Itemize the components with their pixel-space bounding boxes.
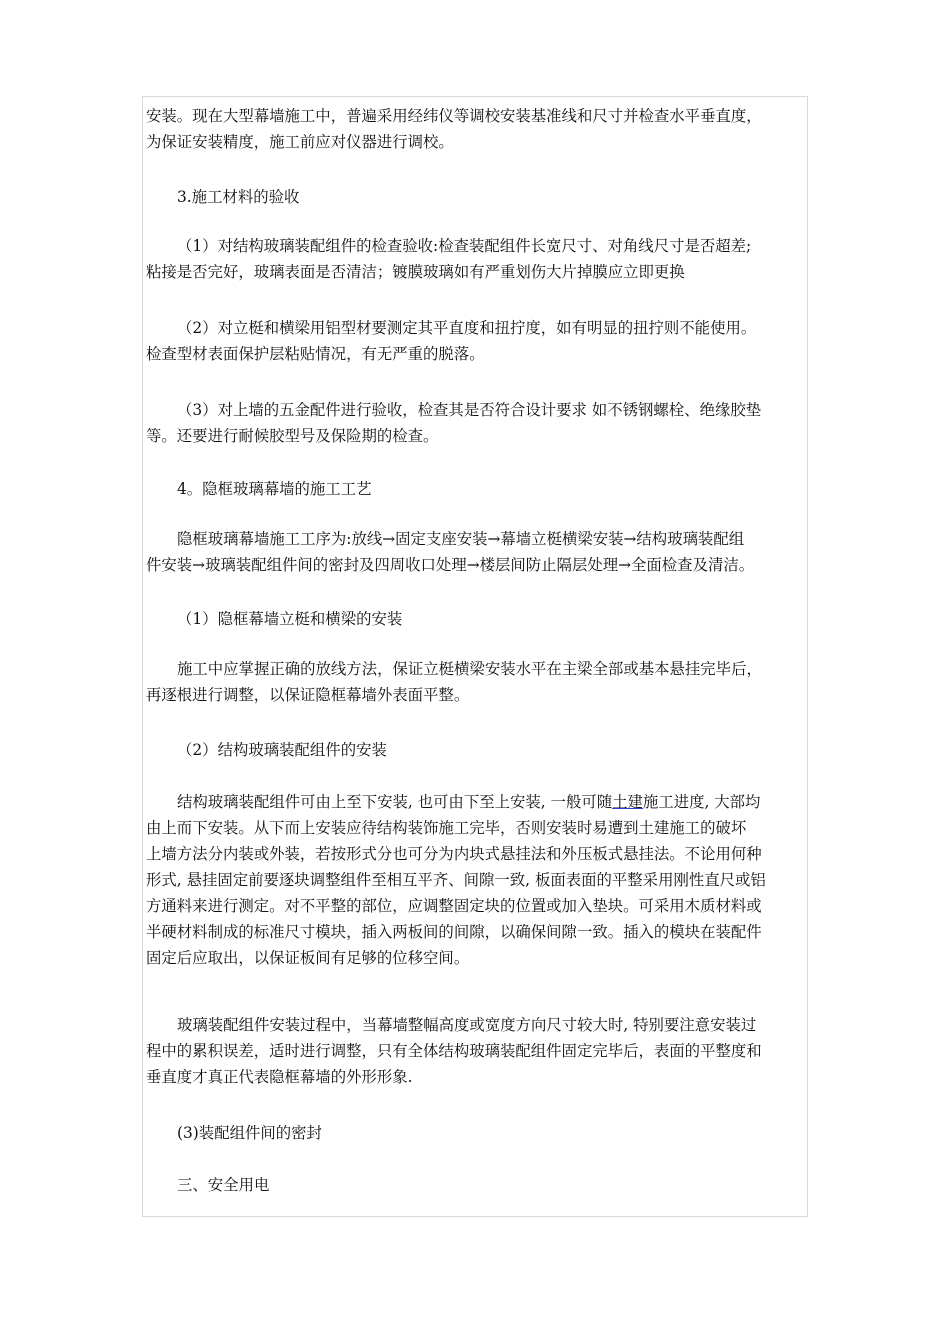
text-line: 形式, 悬挂固定前要逐块调整组件至相互平齐、间隙一致, 板面表面的平整采用刚性直尺或铝 [146, 871, 766, 889]
text-line: 等。还要进行耐候胶型号及保险期的检查。 [146, 427, 439, 445]
heading-construction-process [146, 476, 808, 502]
subheading-mullion-install [146, 606, 808, 632]
underlined-link-text[interactable]: 土建 [612, 793, 643, 811]
subsection-heading: (3)装配组件间的密封 [177, 1124, 322, 1142]
paragraph-item-1 [146, 233, 808, 285]
paragraph-process-sequence [146, 526, 808, 578]
paragraph-item-3 [146, 397, 808, 449]
subheading-glass-install [146, 737, 808, 763]
text-segment: 结构玻璃装配组件可由上至下安装, 也可由下至上安装, 一般可随 [177, 793, 613, 811]
text-line: 垂直度才真正代表隐框幕墙的外形形象. [146, 1068, 413, 1086]
text-line: 粘接是否完好，玻璃表面是否清洁；镀膜玻璃如有严重划伤大片掉膜应立即更换 [146, 263, 685, 281]
text-line: （2）对立梃和横梁用铝型材要测定其平直度和扭拧度，如有明显的扭拧则不能使用。 [177, 319, 757, 337]
text-line: （3）对上墙的五金配件进行验收，检查其是否符合设计要求 如不锈钢螺栓、绝缘胶垫 [177, 401, 762, 419]
section-heading: 3.施工材料的验收 [177, 188, 300, 206]
heading-electrical-safety [146, 1172, 808, 1198]
text-line: 件安装→玻璃装配组件间的密封及四周收口处理→楼层间防止隔层处理→全面检查及清洁。 [146, 556, 755, 574]
heading-material-acceptance [146, 184, 808, 210]
text-segment: 施工进度, 大部均 [642, 793, 761, 811]
subheading-sealing [146, 1120, 808, 1146]
text-line: 半硬材料制成的标准尺寸模块，插入两板间的间隙，以确保间隙一致。插入的模块在装配件 [146, 923, 762, 941]
text-line: 为保证安装精度，施工前应对仪器进行调校。 [146, 133, 454, 151]
paragraph-layout-method [146, 656, 808, 708]
text-line [146, 789, 808, 815]
text-line: 方通料来进行测定。对不平整的部位，应调整固定块的位置或加入垫块。可采用木质材料或 [146, 897, 762, 915]
subsection-heading: （2）结构玻璃装配组件的安装 [177, 741, 387, 759]
paragraph-intro [146, 103, 808, 155]
text-line: 再逐根进行调整，以保证隐框幕墙外表面平整。 [146, 686, 470, 704]
section-heading: 4。隐框玻璃幕墙的施工工艺 [177, 480, 372, 498]
text-line: 固定后应取出，以保证板间有足够的位移空间。 [146, 949, 470, 967]
text-line: 由上而下安装。从下而上安装应待结构装饰施工完毕，否则安装时易遭到土建施工的破坏 [146, 819, 747, 837]
text-line: （1）对结构玻璃装配组件的检查验收:检查装配组件长宽尺寸、对角线尺寸是否超差; [177, 237, 752, 255]
text-line: 玻璃装配组件安装过程中，当幕墙整幅高度或宽度方向尺寸较大时, 特别要注意安装过 [177, 1016, 757, 1034]
text-line: 安装。现在大型幕墙施工中，普遍采用经纬仪等调校安装基准线和尺寸并检查水平垂直度， [146, 107, 762, 125]
paragraph-accumulated-error [146, 1012, 808, 1090]
text-line: 程中的累积误差，适时进行调整，只有全体结构玻璃装配组件固定完毕后，表面的平整度和 [146, 1042, 762, 1060]
text-line: 隐框玻璃幕墙施工工序为:放线→固定支座安装→幕墙立梃横梁安装→结构玻璃装配组 [177, 530, 745, 548]
subsection-heading: （1）隐框幕墙立梃和横梁的安装 [177, 610, 403, 628]
text-line: 上墙方法分内装或外装，若按形式分也可分为内块式悬挂法和外压板式悬挂法。不论用何种 [146, 845, 762, 863]
text-line: 检查型材表面保护层粘贴情况，有无严重的脱落。 [146, 345, 485, 363]
text-line: 施工中应掌握正确的放线方法，保证立梃横梁安装水平在主梁全部或基本悬挂完毕后， [177, 660, 762, 678]
section-heading: 三、安全用电 [177, 1176, 270, 1194]
paragraph-glass-install [146, 789, 808, 971]
paragraph-item-2 [146, 315, 808, 367]
